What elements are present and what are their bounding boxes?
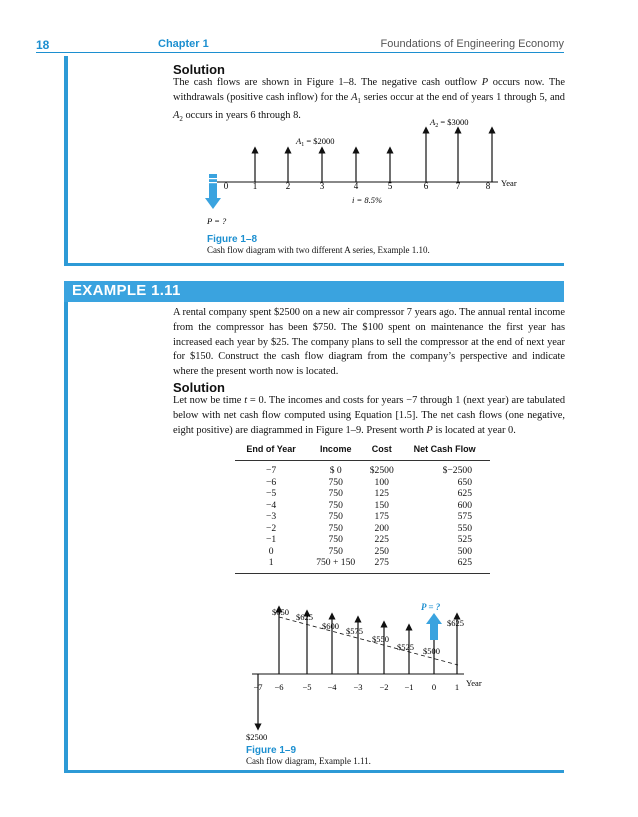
table-cell: 575 (457, 511, 472, 522)
table-cell: 750 (328, 511, 343, 522)
table-cell: $−2500 (442, 465, 472, 476)
table-row (235, 534, 490, 546)
table-cell: $2500 (369, 465, 394, 476)
table-cell: −1 (265, 534, 277, 545)
table-row (235, 461, 490, 477)
table-cell: 275 (364, 557, 399, 573)
table-row (235, 477, 490, 489)
section-rule-2 (64, 770, 564, 773)
solution-paragraph-2: Let now be time t = 0. The incomes and costs for years −7 through 1 (next year) are tabulated below with net cash flow computed using Equation [1.5]. The net cash flows (one negative, eight positive) are diagrammed in Figure 1–9. Present worth P is located at year 0. (173, 395, 566, 436)
p-up-arrow-head (426, 613, 442, 624)
flow-label: $525 (397, 642, 414, 652)
table-cell: 0 (268, 545, 274, 557)
table-cell: 625 (399, 557, 490, 573)
table-cell: 525 (457, 534, 472, 545)
table-cell: −4 (265, 499, 277, 511)
p-label: P = ? (421, 602, 441, 612)
figure-1-8-diagram (190, 112, 530, 250)
table-cell: 750 (328, 522, 343, 534)
tick-label: −2 (379, 682, 389, 692)
tick-label: −5 (302, 682, 312, 692)
table-cell: 750 + 150 (307, 557, 364, 573)
table-cell: 225 (374, 534, 389, 545)
table-cell: 750 (328, 534, 343, 545)
table-row (235, 511, 490, 523)
section-side-bar (64, 56, 68, 264)
table-row (235, 500, 490, 512)
flow-label: $650 (272, 607, 289, 617)
figure-1-8-label: Figure 1–8 (207, 234, 258, 245)
flow-label: $625 (447, 618, 464, 628)
tick-label: 6 (423, 181, 429, 191)
col-header: Income (307, 444, 364, 461)
table-cell: 750 (328, 488, 343, 499)
tick-label: 0 (223, 181, 229, 191)
col-header: Net Cash Flow (399, 444, 490, 461)
table-cell: 600 (457, 499, 472, 511)
chapter-label: Chapter 1 (158, 38, 209, 50)
tick-label: −4 (327, 682, 337, 692)
table-cell: 200 (374, 522, 389, 534)
table-cell: −6 (265, 476, 277, 488)
book-title: Foundations of Engineering Economy (380, 38, 564, 50)
cash-flow-table (235, 444, 490, 574)
solution-heading: Solution (173, 62, 225, 77)
table-cell: 750 (328, 499, 343, 511)
table-cell: −5 (265, 488, 277, 499)
flow-label: $575 (346, 626, 363, 636)
a1-label: $A_1$ = $2000 (296, 136, 335, 148)
table-row (235, 488, 490, 500)
table-cell: $ 0 (329, 465, 342, 476)
flow-label: $625 (296, 612, 313, 622)
example-side-bar (64, 302, 68, 772)
table-cell: 625 (457, 488, 472, 499)
rate-label: i = 8.5% (352, 195, 383, 205)
example-paragraph: A rental company spent $2500 on a new air compressor 7 years ago. The annual rental income from the compressor has been $750. The $100 spent on maintenance the first year has increased each year by $25. The company plans to sell the compressor at the end of next year for $150. Construct the cash flow diagram from the company’s perspective and indicate where the present worth now is located. (173, 307, 565, 378)
table-cell: 100 (374, 476, 389, 488)
table-cell: −7 (265, 465, 277, 476)
fig19-marks (246, 602, 482, 742)
flow-label: $550 (372, 634, 389, 644)
tick-label: 2 (285, 181, 291, 191)
tick-label: 5 (387, 181, 393, 191)
p-down-arrow (205, 174, 221, 209)
table-cell: −2 (265, 522, 277, 534)
col-header: End of Year (235, 444, 307, 461)
a2-label: $A_2$ = $3000 (430, 117, 469, 129)
solution-heading-2: Solution (173, 380, 225, 395)
flow-label: $600 (322, 621, 339, 631)
tick-label: 1 (454, 682, 460, 692)
table-cell: 125 (374, 488, 389, 499)
page-header (0, 0, 638, 52)
example-title: EXAMPLE 1.11 (72, 282, 181, 299)
figure-1-8-caption: Cash flow diagram with two different A series, Example 1.10. (207, 245, 430, 255)
year-label: Year (466, 678, 482, 688)
tick-label: 3 (319, 181, 325, 191)
col-header: Cost (364, 444, 399, 461)
solution-paragraph: The cash flows are shown in Figure 1–8. The negative cash outflow P occurs now. The withdrawals (positive cash inflow) for the $A_1$ series occur at the end of years 1 through 5, and $A_2$ occurs in years 6 through 8. (173, 77, 565, 123)
table-cell: 175 (374, 511, 389, 522)
tick-label: −7 (253, 682, 263, 692)
tick-label: −3 (353, 682, 363, 692)
table-row (235, 546, 490, 558)
table-cell: 150 (374, 499, 389, 511)
header-rule (36, 52, 564, 53)
flow-label: $2500 (246, 732, 268, 742)
table-cell: 550 (457, 522, 472, 534)
tick-label: 8 (485, 181, 491, 191)
table-row (235, 557, 490, 573)
table-cell: 500 (457, 545, 472, 557)
tick-label: 1 (252, 181, 258, 191)
table-cell: 650 (457, 476, 472, 488)
page-number: 18 (36, 38, 50, 52)
tick-label: 4 (353, 181, 359, 191)
table-row (235, 523, 490, 535)
section-rule (64, 263, 564, 266)
table-cell: 750 (328, 476, 343, 488)
tick-label: −6 (274, 682, 284, 692)
tick-label: −1 (404, 682, 414, 692)
table-cell: 250 (374, 545, 389, 557)
table-cell: 750 (328, 545, 343, 557)
p-label: P = ? (207, 216, 227, 226)
figure-1-9-diagram (236, 600, 496, 745)
figure-1-9-label: Figure 1–9 (246, 745, 297, 756)
figure-1-9-caption: Cash flow diagram, Example 1.11. (246, 756, 371, 766)
a2-arrows (426, 130, 492, 182)
table-cell: −3 (265, 511, 277, 522)
a1-arrows (255, 150, 390, 182)
flow-label: $500 (423, 646, 440, 656)
p-up-arrow-body (430, 624, 438, 640)
year-label: Year (501, 178, 517, 188)
tick-label: 7 (455, 181, 461, 191)
table-cell: 1 (235, 557, 307, 573)
example-banner (64, 281, 564, 302)
tick-label: 0 (431, 682, 437, 692)
